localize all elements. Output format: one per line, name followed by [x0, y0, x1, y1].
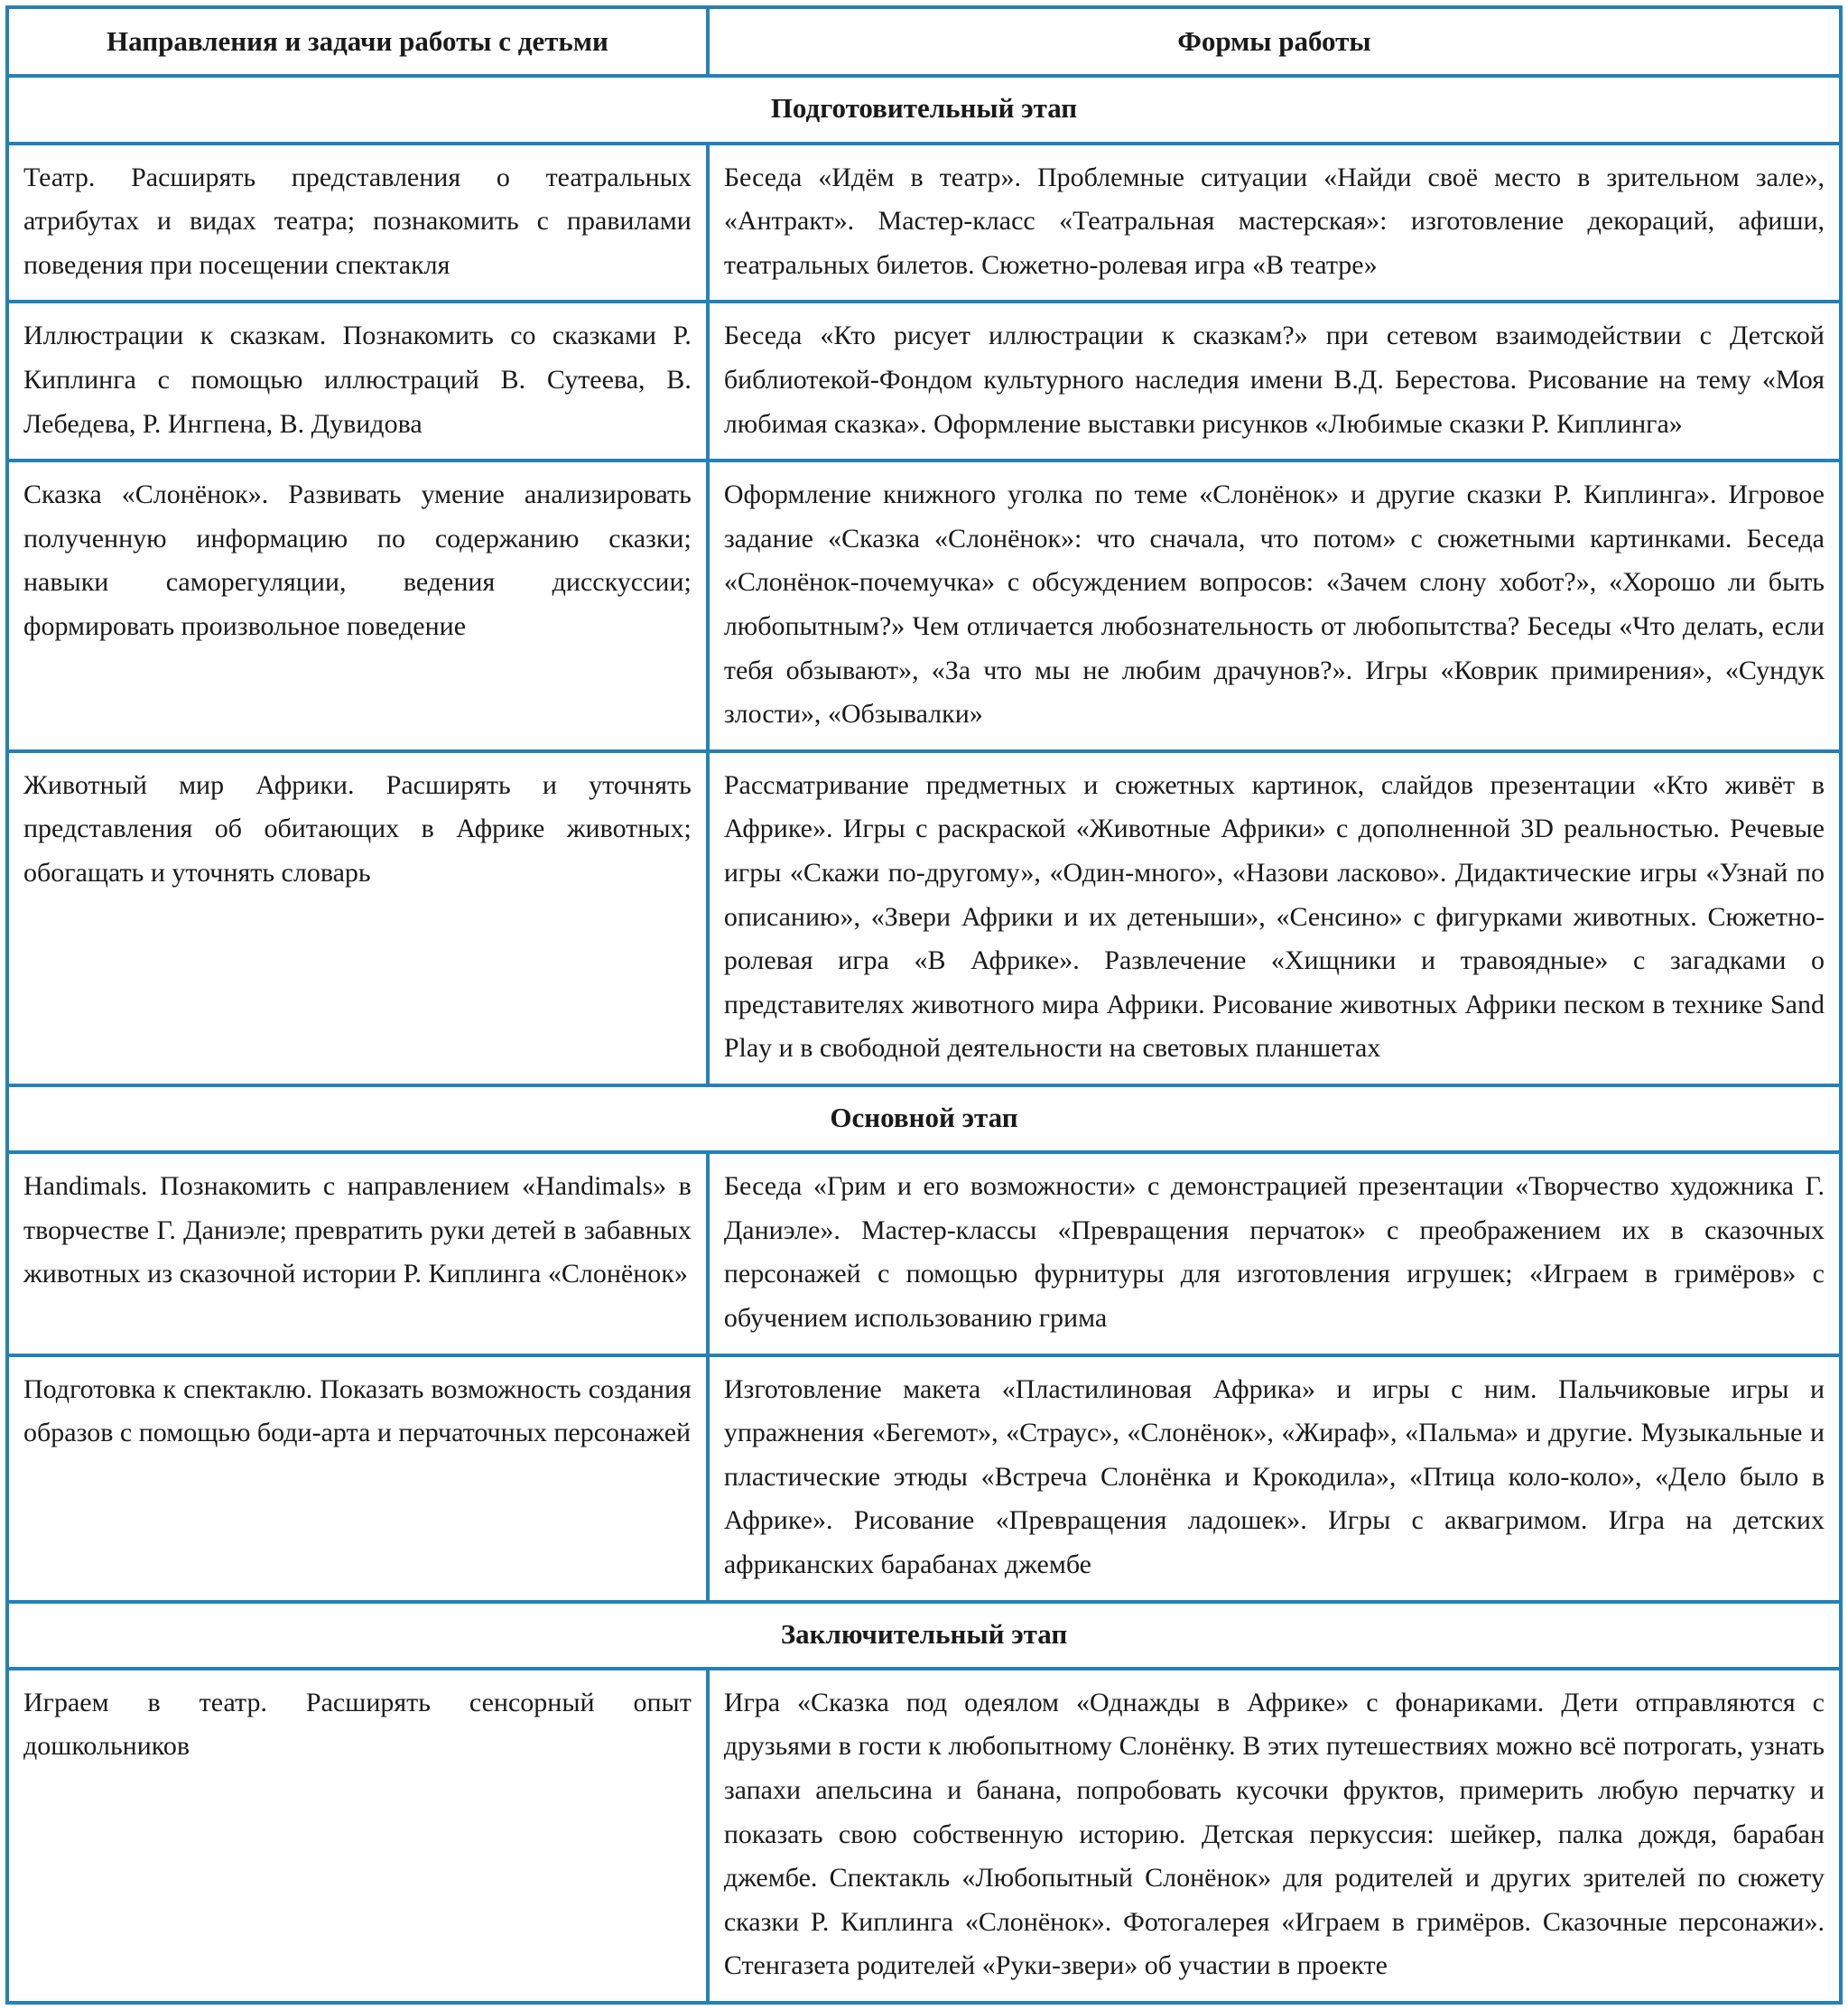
stage-title: Подготовительный этап: [7, 76, 1841, 143]
table-row: [7, 751, 1841, 1085]
cell-direction: Подготовка к спектаклю. Показать возможность создания образов с помощью боди-арта и перчаточных персонажей: [7, 1355, 708, 1602]
cell-forms: Оформление книжного уголка по теме «Слонёнок» и другие сказки Р. Киплинга». Игровое задание «Сказка «Слонёнок»: что сначала, что потом» с сюжетными картинками. Беседа «Слонёнок-почемучка» с обсуждением вопросов: «Зачем слону хобот?», «Хорошо ли быть любопытным?» Чем отличается любознательность от любопытства? Беседы «Что делать, если тебя обзывают», «За что мы не любим драчунов?». Игры «Коврик примирения», «Сундук злости», «Обзывалки»: [708, 461, 1841, 751]
table-header: [7, 7, 1841, 76]
table-body: [7, 76, 1841, 2003]
cell-forms: Беседа «Идём в театр». Проблемные ситуации «Найди своё место в зрительном зале», «Антракт». Мастер-класс «Театральная мастерская»: изготовление декораций, афиши, театральных билетов. Сюжетно-ролевая игра «В театре»: [708, 144, 1841, 302]
table-row: [7, 144, 1841, 302]
cell-forms: Игра «Сказка под одеялом «Однажды в Африке» с фонариками. Дети отправляются с друзьями в гости к любопытному Слонёнку. В этих путешествиях можно всё потрогать, узнать запахи апельсина и банана, попробовать кусочки фруктов, примерить любую перчатку и показать свою собственную историю. Детская перкуссия: шейкер, палка дождя, барабан джембе. Спектакль «Любопытный Слонёнок» для родителей и других зрителей по сюжету сказки Р. Киплинга «Слонёнок». Фотогалерея «Играем в гримёров. Сказочные персонажи». Стенгазета родителей «Руки-звери» об участии в проекте: [708, 1669, 1841, 2003]
cell-direction: Сказка «Слонёнок». Развивать умение анализировать полученную информацию по содержанию сказки; навыки саморегуляции, ведения дисскуссии; формировать произвольное поведение: [7, 461, 708, 751]
stage-title: Заключительный этап: [7, 1602, 1841, 1669]
cell-direction: Handimals. Познакомить с направлением «Handimals» в творчестве Г. Даниэле; превратить руки детей в забавных животных из сказочной истории Р. Киплинга «Слонёнок»: [7, 1152, 708, 1354]
cell-forms: Рассматривание предметных и сюжетных картинок, слайдов презентации «Кто живёт в Африке». Игры с раскраской «Животные Африки» с дополненной 3D реальностью. Речевые игры «Скажи по-другому», «Один-много», «Назови ласково». Дидактические игры «Узнай по описанию», «Звери Африки и их детеныши», «Сенсино» с фигурками животных. Сюжетно-ролевая игра «В Африке». Развлечение «Хищники и травоядные» с загадками о представителях животного мира Африки. Рисование животных Африки песком в технике Sand Play и в свободной деятельности на световых планшетах: [708, 751, 1841, 1085]
header-row: [7, 7, 1841, 76]
work-directions-table: [5, 5, 1843, 2005]
table-row: [7, 1355, 1841, 1602]
stage-title: Основной этап: [7, 1085, 1841, 1152]
cell-direction: Театр. Расширять представления о театральных атрибутах и видах театра; познакомить с правилами поведения при посещении спектакля: [7, 144, 708, 302]
cell-forms: Изготовление макета «Пластилиновая Африка» и игры с ним. Пальчиковые игры и упражнения «Бегемот», «Страус», «Слонёнок», «Жираф», «Пальма» и другие. Музыкальные и пластические этюды «Встреча Слонёнка и Крокодила», «Птица коло-коло», «Дело было в Африке». Рисование «Превращения ладошек». Игры с аквагримом. Игра на детских африканских барабанах джембе: [708, 1355, 1841, 1602]
table-row: [7, 1152, 1841, 1354]
column-header-directions: Направления и задачи работы с детьми: [7, 7, 708, 76]
cell-direction: Играем в театр. Расширять сенсорный опыт дошкольников: [7, 1669, 708, 2003]
cell-direction: Иллюстрации к сказкам. Познакомить со сказками Р. Киплинга с помощью иллюстраций В. Сутеева, В. Лебедева, Р. Ингпена, В. Дувидова: [7, 302, 708, 461]
table-row: [7, 461, 1841, 751]
column-header-forms: Формы работы: [708, 7, 1841, 76]
cell-forms: Беседа «Кто рисует иллюстрации к сказкам?» при сетевом взаимодействии с Детской библиотекой-Фондом культурного наследия имени В.Д. Берестова. Рисование на тему «Моя любимая сказка». Оформление выставки рисунков «Любимые сказки Р. Киплинга»: [708, 302, 1841, 461]
cell-direction: Животный мир Африки. Расширять и уточнять представления об обитающих в Африке животных; обогащать и уточнять словарь: [7, 751, 708, 1085]
cell-forms: Беседа «Грим и его возможности» с демонстрацией презентации «Творчество художника Г. Даниэле». Мастер-классы «Превращения перчаток» с преображением их в сказочных персонажей с помощью фурнитуры для изготовления игрушек; «Играем в гримёров» с обучением использованию грима: [708, 1152, 1841, 1354]
table-row: [7, 302, 1841, 461]
stage-header-row: [7, 1602, 1841, 1669]
stage-header-row: [7, 1085, 1841, 1152]
table-row: [7, 1669, 1841, 2003]
stage-header-row: [7, 76, 1841, 143]
